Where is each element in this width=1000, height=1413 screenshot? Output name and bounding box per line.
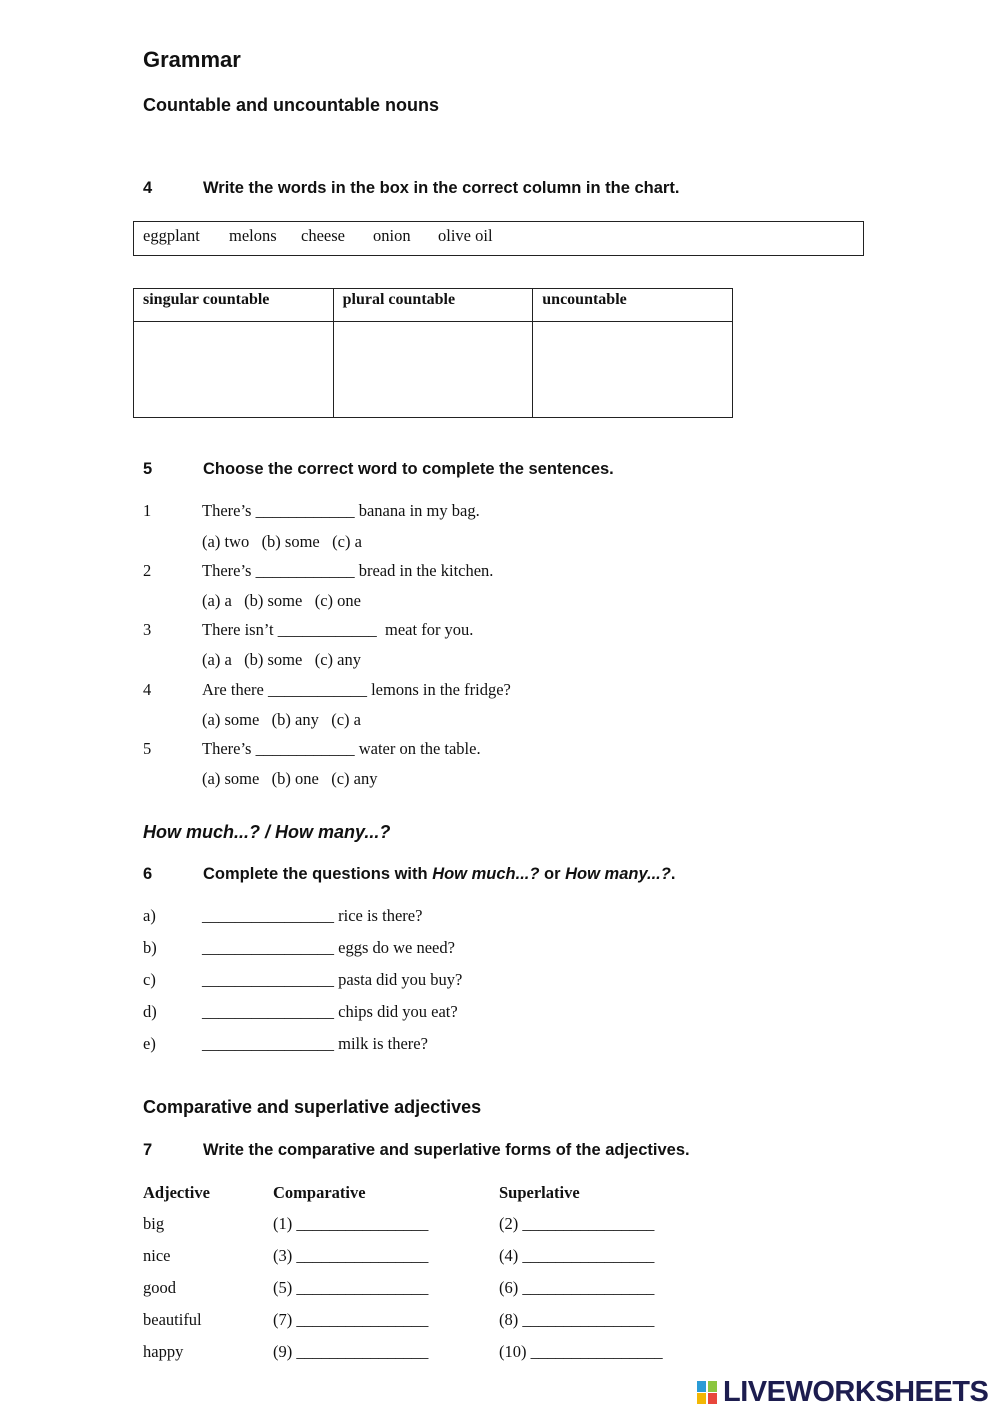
section-heading-countable: Countable and uncountable nouns	[143, 95, 439, 115]
adjective-word: beautiful	[143, 1310, 202, 1329]
column-header-superlative: Superlative	[499, 1183, 580, 1202]
question-sentence[interactable]: Are there ____________ lemons in the fridge?	[202, 680, 511, 699]
answer-cell-plural[interactable]	[333, 322, 533, 418]
question-number: 3	[143, 620, 152, 639]
question-sentence[interactable]: There’s ____________ bread in the kitchen.	[202, 561, 494, 580]
section-heading-how-much: How much...? / How many...?	[143, 822, 391, 842]
adjective-word: nice	[143, 1246, 171, 1265]
comparative-blank[interactable]: (1) ________________	[273, 1214, 429, 1233]
answer-cell-singular[interactable]	[134, 322, 334, 418]
question-label: a)	[143, 906, 156, 925]
logo-mark-icon	[697, 1379, 719, 1405]
word-item: melons	[229, 226, 277, 245]
question-number: 2	[143, 561, 152, 580]
exercise-7-instruction: Write the comparative and superlative forms of the adjectives.	[203, 1141, 690, 1159]
instruction-how-much: How much...?	[432, 865, 540, 883]
adjective-word: big	[143, 1214, 165, 1233]
page-title: Grammar	[143, 47, 241, 72]
question-text[interactable]: ________________ eggs do we need?	[202, 938, 455, 957]
exercise-4-instruction: Write the words in the box in the correct column in the chart.	[203, 179, 680, 197]
question-number: 5	[143, 739, 152, 758]
word-item: eggplant	[143, 226, 200, 245]
answer-options[interactable]: (a) two (b) some (c) a	[202, 532, 362, 551]
comparative-blank[interactable]: (5) ________________	[273, 1278, 429, 1297]
answer-options[interactable]: (a) a (b) some (c) any	[202, 650, 361, 669]
logo-text: LIVEWORKSHEETS	[723, 1375, 989, 1408]
word-item: onion	[373, 226, 411, 245]
column-header-comparative: Comparative	[273, 1183, 366, 1202]
question-text[interactable]: ________________ pasta did you buy?	[202, 970, 463, 989]
question-label: b)	[143, 938, 157, 957]
question-label: e)	[143, 1034, 156, 1053]
answer-options[interactable]: (a) some (b) any (c) a	[202, 710, 361, 729]
comparative-blank[interactable]: (9) ________________	[273, 1342, 429, 1361]
comparative-blank[interactable]: (7) ________________	[273, 1310, 429, 1329]
instruction-text: or	[539, 865, 566, 883]
column-header-singular: singular countable	[134, 289, 334, 322]
answer-options[interactable]: (a) a (b) some (c) one	[202, 591, 361, 610]
word-box	[133, 221, 864, 256]
superlative-blank[interactable]: (6) ________________	[499, 1278, 655, 1297]
superlative-blank[interactable]: (2) ________________	[499, 1214, 655, 1233]
adjective-word: good	[143, 1278, 176, 1297]
instruction-how-many: How many...?	[565, 865, 671, 883]
superlative-blank[interactable]: (4) ________________	[499, 1246, 655, 1265]
exercise-6-number: 6	[143, 865, 153, 883]
answer-cell-uncountable[interactable]	[533, 322, 733, 418]
exercise-7-number: 7	[143, 1141, 153, 1159]
adjective-word: happy	[143, 1342, 184, 1361]
superlative-blank[interactable]: (8) ________________	[499, 1310, 655, 1329]
question-sentence[interactable]: There’s ____________ banana in my bag.	[202, 501, 480, 520]
answer-options[interactable]: (a) some (b) one (c) any	[202, 769, 378, 788]
instruction-text: .	[670, 865, 676, 883]
exercise-5-instruction: Choose the correct word to complete the sentences.	[203, 460, 614, 478]
question-number: 4	[143, 680, 152, 699]
question-text[interactable]: ________________ milk is there?	[202, 1034, 428, 1053]
section-heading-comparative: Comparative and superlative adjectives	[143, 1097, 482, 1117]
word-item: olive oil	[438, 226, 493, 245]
column-header-uncountable: uncountable	[533, 289, 733, 322]
question-label: c)	[143, 970, 156, 989]
superlative-blank[interactable]: (10) ________________	[499, 1342, 663, 1361]
sorting-chart	[133, 288, 733, 418]
liveworksheets-logo	[697, 1375, 995, 1409]
instruction-text: Complete the questions with	[203, 865, 433, 883]
question-sentence[interactable]: There’s ____________ water on the table.	[202, 739, 481, 758]
question-label: d)	[143, 1002, 157, 1021]
column-header-plural: plural countable	[333, 289, 533, 322]
question-number: 1	[143, 501, 152, 520]
word-item: cheese	[301, 226, 345, 245]
question-sentence[interactable]: There isn’t ____________ meat for you.	[202, 620, 474, 639]
comparative-blank[interactable]: (3) ________________	[273, 1246, 429, 1265]
exercise-5-number: 5	[143, 460, 153, 478]
exercise-6-instruction	[203, 865, 675, 884]
question-text[interactable]: ________________ chips did you eat?	[202, 1002, 458, 1021]
question-text[interactable]: ________________ rice is there?	[202, 906, 423, 925]
exercise-4-number: 4	[143, 179, 153, 197]
column-header-adjective: Adjective	[143, 1183, 210, 1202]
